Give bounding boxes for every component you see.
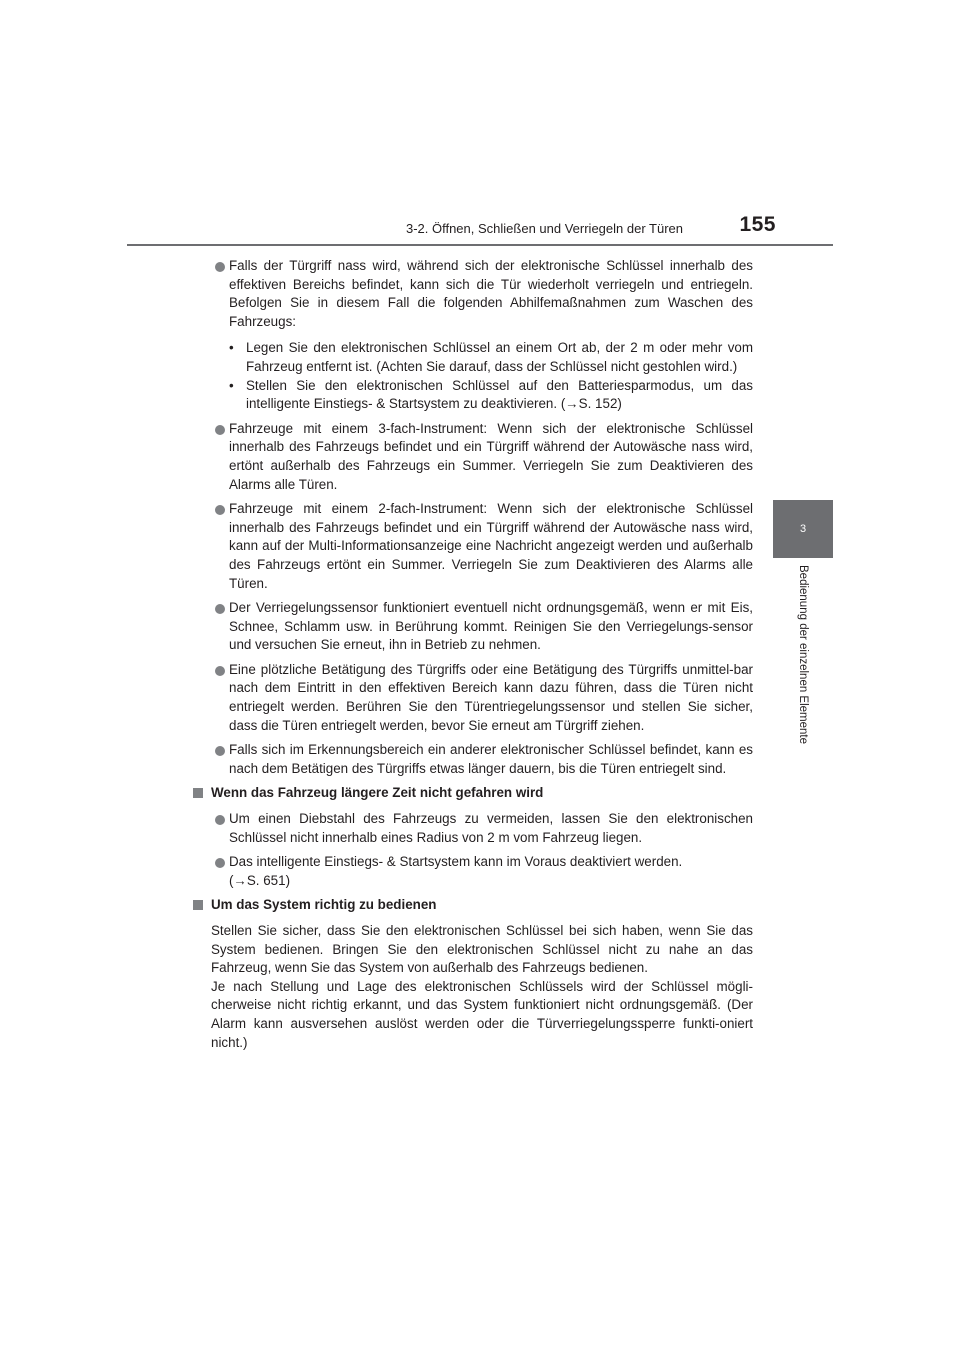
bullet-dot-icon [215, 858, 225, 868]
paragraph-text: Stellen Sie sicher, dass Sie den elektronischen Schlüssel bei sich haben, wenn Sie das System bedienen. Bringen Sie den elektronischen Schlüssel nicht zu nahe an das Fahrzeug, wenn Sie das System von außerhalb des Fahrzeugs bedienen. [211, 923, 753, 976]
sub-item [228, 377, 753, 414]
page-content [211, 257, 753, 1052]
bullet-item [211, 661, 753, 735]
paragraph-text: Je nach Stellung und Lage des elektronischen Schlüssels wird der Schlüssel mögli-cherweise nicht richtig erkannt, und das System funktioniert nicht ordnungsgemäß. (Der Alarm kann ausversehen auslöst werden oder die Türverriegelungssperre funkti-oniert nicht.) [211, 978, 753, 1050]
bullet-text: Der Verriegelungssensor funktioniert eventuell nicht ordnungsgemäß, wenn er mit Eis, Schnee, Schlamm usw. in Berührung kommt. Reinigen Sie den Verriegelungs-sensor und versuchen Sie erneut, ihn in Betrieb zu nehmen. [229, 600, 753, 653]
bullet-text: Fahrzeuge mit einem 3-fach-Instrument: Wenn sich der elektronische Schlüssel innerhalb des Fahrzeugs befindet und ein Türgriff während der Autowäsche nass wird, ertönt außerhalb des Fahrzeugs ein Summer. Verriegeln Sie zum Deaktivieren des Alarms alle Türen. [229, 420, 753, 492]
heading-square-icon [193, 900, 203, 910]
header-rule [127, 244, 833, 246]
page-reference: (→S. 651) [229, 872, 291, 888]
bullet-item [211, 257, 753, 331]
bullet-item [211, 810, 753, 847]
bullet-text: Um einen Diebstahl des Fahrzeugs zu vermeiden, lassen Sie den elektronischen Schlüssel nicht innerhalb eines Radius von 2 m vom Fahrzeug liegen. [229, 811, 753, 845]
bullet-text: Falls sich im Erkennungsbereich ein anderer elektronischer Schlüssel befindet, kann es nach dem Betätigen des Türgriffs etwas länger dauern, bis die Türen entriegelt sind. [229, 742, 753, 776]
bullet-dot-icon [215, 425, 225, 435]
bullet-item [211, 599, 753, 655]
paragraph [193, 978, 753, 1052]
bullet-dot-icon [215, 604, 225, 614]
bullet-dot-icon [215, 666, 225, 676]
heading-square-icon [193, 788, 203, 798]
running-header-title: 3-2. Öffnen, Schließen und Verriegeln der Türen [405, 221, 683, 236]
section-heading-text: Wenn das Fahrzeug längere Zeit nicht gefahren wird [211, 785, 544, 801]
sub-item-text: Legen Sie den elektronischen Schlüssel an einem Ort ab, der 2 m oder mehr vom Fahrzeug entfernt ist. (Achten Sie darauf, dass der Schlüssel nicht gestohlen wird.) [246, 340, 753, 374]
bullet-dot-icon [215, 262, 225, 272]
sub-bullet-icon: • [229, 340, 234, 356]
bullet-text: Das intelligente Einstiegs- & Startsystem kann im Voraus deaktiviert werden. [229, 854, 683, 870]
chapter-number: 3 [799, 523, 807, 535]
bullet-item [211, 853, 753, 890]
bullet-dot-icon [215, 815, 225, 825]
section-heading [193, 784, 753, 803]
paragraph [193, 922, 753, 978]
bullet-dot-icon [215, 505, 225, 515]
bullet-item [211, 420, 753, 494]
chapter-tab [773, 500, 833, 558]
bullet-item [211, 500, 753, 593]
bullet-text: Fahrzeuge mit einem 2-fach-Instrument: Wenn sich der elektronische Schlüssel innerhalb des Fahrzeugs befindet und ein Türgriff während der Autowäsche nass wird, kann auf der Multi-Informationsanzeige eine Nachricht angezeigt werden und außerhalb des Fahrzeugs ertönt ein Summer. Verriegeln Sie zum Deaktivieren des Alarms alle Türen. [229, 501, 753, 591]
chapter-label-vertical [793, 565, 813, 780]
bullet-item [211, 741, 753, 778]
section-heading-text: Um das System richtig zu bedienen [211, 897, 437, 913]
sub-bullet-icon: • [229, 377, 234, 393]
bullet-dot-icon [215, 746, 225, 756]
sub-item [228, 339, 753, 376]
bullet-text: Eine plötzliche Betätigung des Türgriffs oder eine Betätigung des Türgriffs unmittel-bar nach dem Eintritt in den effektiven Bereich kann dazu führen, dass die Türen nicht entriegelt werden. Berühren Sie den Türentriegelungssensor und stellen Sie sicher, dass die Türen entriegelt werden, bevor Sie erneut am Türgriff ziehen. [229, 661, 753, 733]
section-heading [193, 896, 753, 915]
page-number: 155 [739, 213, 776, 236]
chapter-label: Bedienung der einzelnen Elemente [797, 565, 809, 745]
sub-item-text: Stellen Sie den elektronischen Schlüssel auf den Batteriesparmodus, um das intelligente Einstiegs- & Startsystem zu deaktivieren. (→S. 152) [246, 377, 753, 412]
bullet-text: Falls der Türgriff nass wird, während sich der elektronische Schlüssel innerhalb des effektiven Bereichs befindet, kann sich die Tür wiederholt verriegeln und entriegeln. Befolgen Sie in diesem Fall die folgenden Abhilfemaßnahmen zum Waschen des Fahrzeugs: [229, 258, 753, 329]
